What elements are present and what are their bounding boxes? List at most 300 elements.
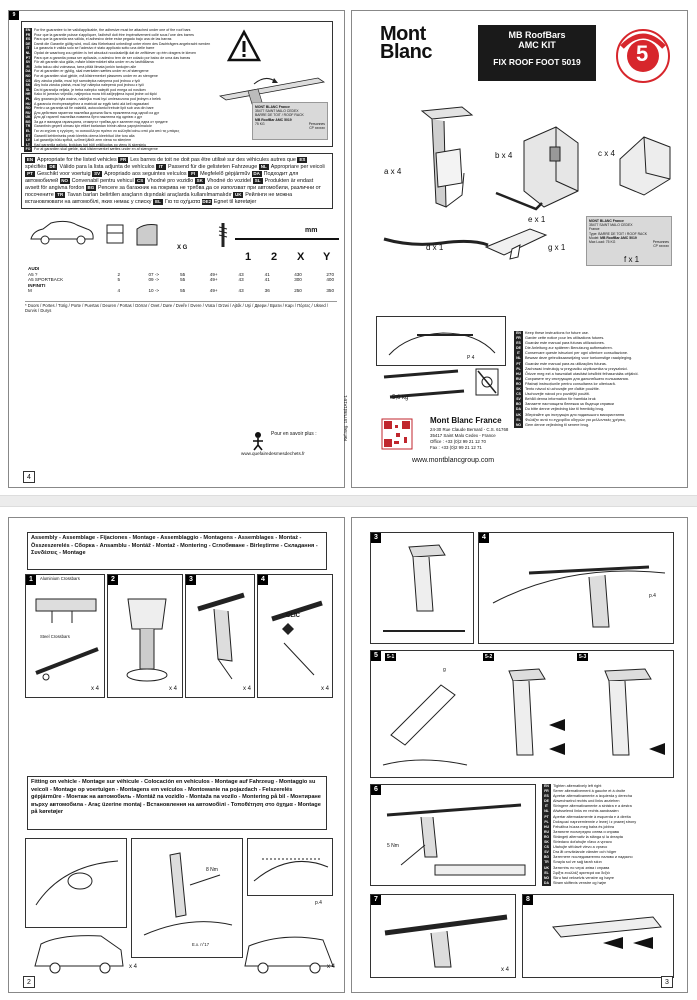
language-text: Για να ισχύσει η εγγύηση, το αυτοκόλλητο πρέπει να κολληθεί κάτω από μία από τις μπάρες <box>34 129 180 134</box>
language-code: ES <box>542 794 551 799</box>
language-code: CS <box>137 178 144 183</box>
language-code: ET <box>25 133 31 138</box>
car-sedan-icon <box>27 219 97 247</box>
language-text: Для действия гарантии наклейка должна быть приклеена под одной из дуг <box>34 110 160 115</box>
language-code: EL <box>514 418 523 423</box>
part-b-label: b x 4 <box>495 151 513 160</box>
language-text: Geschikt voor voertuig <box>37 171 91 177</box>
language-code: TR <box>57 192 64 197</box>
language-code: PL <box>542 820 551 825</box>
language-code: ES <box>514 341 523 346</box>
step-number: 8 <box>523 895 533 905</box>
language-text: Kad garantija galiotų, lipdukas turi būti priklijuotas po vienu iš skersinių <box>34 142 147 147</box>
language-code: UK <box>542 866 551 871</box>
language-text: Aby gwarancja była ważna, naklejka musi być umieszczona pod jednym z belek <box>34 96 161 101</box>
language-text: Strângeți alternativ la stânga și la dreapta <box>553 834 623 839</box>
page-corner-badge: 9 <box>9 11 19 20</box>
language-code: BG <box>25 119 31 124</box>
language-code: DE <box>25 41 31 46</box>
language-text: Pour que la garantie puisse s'appliquer, l'adhésif doit être impérativement collé sous l'une des barres <box>34 32 194 37</box>
language-code: RO <box>25 106 31 111</box>
language-code: DE2 <box>202 199 212 204</box>
language-text: Jotta takuu olisi voimassa, tarra pitää liimata jonkin tankojen alle <box>34 64 137 69</box>
language-text: A garancia érvényességéhez a matricát az egyik tartó alá kell ragasztani <box>34 101 150 106</box>
language-text: Da bi garancija veljala, je treba nalepko nalepiti pod enega od nosilcev <box>34 87 147 92</box>
language-text: Guardar este manual para as utilizações futuras. <box>525 361 607 366</box>
language-text: Vhodné do vozidel <box>206 178 252 184</box>
language-text: For at garantien er gyldig, skal mærkaten sættes under en af stængerne <box>34 69 149 74</box>
language-code: BG <box>87 185 95 190</box>
language-code: CS <box>25 78 31 83</box>
language-text: Őrizze meg ezt a használati utasítást későbbi felhasználás céljából. <box>525 371 639 376</box>
substep-5-3: 5-3 <box>579 654 587 660</box>
language-text: Para que la garantía sea válida, el adhesivo debe estar pegado bajo una de las barras <box>34 37 172 42</box>
step-number: 1 <box>26 575 36 585</box>
language-text: Pencere за багажник на покрива не трябва да се използват при автомобили, различни от посочените <box>25 185 321 198</box>
language-code: IT <box>542 804 551 809</box>
part-g-label: g x 1 <box>548 243 566 252</box>
part-a-bracket <box>402 103 482 213</box>
page-number: 2 <box>23 976 35 988</box>
language-code: SV <box>542 850 551 855</box>
language-code: DE <box>49 164 56 169</box>
col-header-2: 2 <box>271 251 278 263</box>
language-code: SV <box>94 171 101 176</box>
keep-instructions-list <box>514 331 682 428</box>
table-cell-b: 41 <box>264 271 270 277</box>
brand-logo: Mont Blanc <box>380 23 432 63</box>
part-e-label: e x 1 <box>528 215 546 224</box>
language-text: Σφίξτε εναλλάξ αριστερά και δεξιά <box>553 870 610 875</box>
table-cell-load: 55 <box>180 288 186 293</box>
table-cell-doors: 2 <box>117 271 121 277</box>
steel-label: Steel Crossbars <box>40 634 70 639</box>
step1-multiplier: x 4 <box>91 686 100 692</box>
language-code: DA <box>253 171 260 176</box>
part-f-label-plate: MONT BLANC France 35477 SAINT MALO CEDEX France Type: BARRE DE TOIT / ROOF RACK Model: MB RoofBar AMC 5019 Max Load: 75 KG Personnes CP xxxxxx <box>586 216 672 266</box>
language-code: CS <box>542 845 551 850</box>
language-text: Kako bi jamstvo vrijedilo, naljepnica mora biti zalijepljena ispod jedne od šipki <box>34 92 157 97</box>
language-text: Die Anleitung zur späteren Benutzung aufbewahren. <box>525 346 613 351</box>
language-text: Подходит для автомобилей <box>25 171 299 184</box>
language-text: Passend für die gelisteten Fahrzeuge <box>167 164 258 170</box>
language-code: EL <box>25 129 31 134</box>
company-name: Mont Blanc France <box>430 416 502 425</box>
warranty-warning-box <box>21 21 333 152</box>
language-code: RO <box>543 834 550 839</box>
language-line <box>514 423 682 428</box>
col-header-x: X <box>297 251 305 263</box>
fitting-step-torque <box>131 838 243 958</box>
table-cell-year: 10 -> <box>148 288 160 293</box>
language-code: ES <box>25 37 31 42</box>
table-cell-a: 43 <box>238 271 244 277</box>
assembly-step-2 <box>107 574 183 698</box>
language-text: Stringere alternativamente a sinistra e a destra <box>553 804 632 809</box>
language-code: RU <box>25 110 31 115</box>
substep-5-1: 5-1 <box>387 654 395 660</box>
assembly-step-4 <box>257 574 333 698</box>
language-text: Striedavo doťahujte vľavo a vpravo <box>553 840 612 845</box>
language-code: IT <box>24 46 32 51</box>
language-text: Produkten är endast avsett för angivna fordon <box>25 178 314 191</box>
page-number: 3 <box>661 976 673 988</box>
fitting-multiplier-1: x 4 <box>129 964 138 970</box>
table-cell-y: 270 <box>326 271 334 277</box>
language-text: Vhodné pro vozidlo <box>147 178 194 184</box>
table-cell-make: INFINITI <box>28 282 46 288</box>
language-line <box>24 147 214 152</box>
language-text: Megfelelő gépjárműv <box>200 171 251 177</box>
language-code: FR <box>25 32 31 37</box>
language-text: Pentru ca garanția să fie valabilă, autocolantul trebuie lipit sub una din bare <box>34 106 154 111</box>
table-cell-load: 55 <box>180 271 186 277</box>
step-4-position <box>478 532 674 644</box>
company-phone: Office : +33 (0)2 99 21 12 70 <box>430 439 486 444</box>
language-code: RU <box>514 377 523 382</box>
company-address-2: 35417 Saint Malo Cedex - France <box>430 433 496 438</box>
language-code: LV <box>25 138 31 143</box>
part-c-cover <box>614 129 676 201</box>
fitting-step-wipe <box>25 838 127 928</box>
recycle-url[interactable]: www.quefairedesmesdechets.fr <box>241 451 305 456</box>
language-text: Затяните поочередно слева и справа <box>553 829 619 834</box>
language-text: Felváltva húzza meg balra és jobbra <box>553 824 614 829</box>
table-cell-make: AUDI <box>28 266 40 271</box>
step-5-cover <box>370 650 674 778</box>
language-text: Dokręcać naprzemiennie z lewej i z prawej strony <box>553 819 637 824</box>
part-g-end-cap <box>482 225 552 261</box>
table-cell-doors: 5 <box>117 277 121 282</box>
five-year-number: 5 <box>636 41 649 66</box>
door-count-icon <box>105 223 125 245</box>
language-code: DE <box>542 799 551 804</box>
company-address-1: 24-30 Rue Claude Bernard - C.S. 61768 <box>430 427 509 432</box>
doors-footnote: * Doors / Portes / Türig / Porte / Puertas / Deuren / Portas / Dörrar / Ovet / Døre / Dveře / Dvere / Vrata / Drzwi / Ajtók / Uşi / Двери / Врати / Kapı / Πόρτες / Uksed / Durvis / Durys <box>25 301 337 314</box>
language-text: Lai garantija būtu spēkā, uzlīmei jābūt zem viena no stieņiem <box>34 138 132 143</box>
language-text: Válido para la lista adjunta de vehículos <box>59 164 155 170</box>
step-6-tighten <box>370 784 536 886</box>
language-code: BG <box>543 855 550 860</box>
language-code: FI <box>24 65 32 70</box>
p4-reference: p.4 <box>315 900 322 906</box>
language-text: Opdat de waarborg zou gelden is het absoluut noodzakelijk dat de zelfklever op één dragers te kleven <box>34 50 197 55</box>
language-code: ES <box>299 157 306 162</box>
language-text: spécifiés <box>25 164 46 170</box>
table-cell-make: A5 ? <box>28 271 38 277</box>
step3-multiplier: x 4 <box>243 686 252 692</box>
language-text: Guardar este manual para futuras utilizaciones. <box>525 341 605 346</box>
language-code: EN <box>542 784 551 789</box>
step-3-clamp <box>370 532 474 644</box>
language-text: Garder cette notice pour les utilisations futures. <box>525 336 605 341</box>
language-text: Abwechselnd rechts und links anziehen <box>553 799 620 804</box>
table-cell-b: 41 <box>264 277 270 282</box>
language-code: TR <box>25 124 31 129</box>
language-text: Garantii kehtimiseks peab kleebis olema kleebitud ühe toru alla <box>34 133 135 138</box>
language-code: DA <box>514 407 523 412</box>
language-text: Apropriado aos seguintes veículos <box>104 171 187 177</box>
language-code: PL <box>514 367 523 372</box>
language-text: Zachować instrukcję w przypadku użytkownika w przyszłości. <box>525 366 628 371</box>
step-number: 6 <box>371 785 381 795</box>
language-code: SL <box>25 87 31 92</box>
part-f-label: f x 1 <box>624 255 640 264</box>
language-text: Tighten alternatively left right <box>553 784 602 788</box>
recycle-triman-icon <box>247 429 269 451</box>
language-code: EN <box>26 157 34 162</box>
col-header-y: Y <box>323 251 331 263</box>
page-3 <box>351 517 688 993</box>
language-code: PT <box>542 815 551 820</box>
language-text: Behåll denna information för framtida bruk <box>525 397 596 402</box>
language-code: NO <box>61 178 68 183</box>
language-text: Рейлінги не можна встановлювати на автомобілі, яких немає у списку <box>25 192 293 205</box>
language-code: CS <box>514 392 523 397</box>
language-text: Apretar alternativamente a izquierda y derecha <box>553 794 632 799</box>
language-code: FI <box>188 171 198 177</box>
language-code: DE <box>514 346 523 351</box>
vehicle-table <box>25 266 337 294</box>
language-code: NL <box>25 50 31 55</box>
language-text: За да е валидна гаранцията, стикерът трябва да е залепен под една от гредите <box>34 119 168 124</box>
roof-load-diagram <box>376 316 506 366</box>
g-part-label: g <box>443 667 446 673</box>
roof-bar-illustration <box>218 66 328 106</box>
recycle-text: Pour en savoir plus : <box>271 431 317 437</box>
step-7-end-cap <box>370 894 516 978</box>
sheet-divider <box>0 495 697 507</box>
roof-profile-icon <box>133 221 161 247</box>
language-code: SK <box>196 178 203 183</box>
table-cell-x1: 49+ <box>209 277 218 282</box>
language-text: Damit die Garantie gültig wird, muß das Klebeband unbedingt unter einen des Dachträgers angebracht werden <box>34 41 211 46</box>
screw-tool-icon <box>217 221 229 249</box>
language-text: Appropriate for the listed vehicles <box>37 157 117 163</box>
product-label-sticker: MONT BLANC France 35477 SAINT MALO CEDEX BARRE DE TOIT / ROOF RACK MB RoofBar AMC 5019 75 KG Personnes CP xxxxxx <box>252 102 328 140</box>
language-text: Зберігайте цю інструкцію для подальшого використання <box>525 412 625 417</box>
language-text: Tento návod si uchovajte pre ďalšie použitie. <box>525 387 600 392</box>
language-code: RU <box>542 830 551 835</box>
language-text: Afwisselend links en rechts aandraaien <box>553 809 619 814</box>
part-a-label: a x 4 <box>384 167 402 176</box>
assembly-title: Assembly - Assemblage - Fijaciones - Montage - Assemblaggio - Montagens - Assemblages - Montaż - Összeszerelés - Сборка - Ansamblu - Montáž - Montaž - Montering - Сглобяване - Birleştirme - Складання - Συνδέσεις - Montage <box>27 532 327 570</box>
torque-value: 5 Nm <box>387 843 399 849</box>
warning-triangle-icon <box>227 30 261 62</box>
max-load-column-header: X G <box>177 245 188 251</box>
language-code: SK <box>514 387 523 392</box>
language-text: Dra åt omväxlande vänster och höger <box>553 850 617 855</box>
language-text: Aby záruka platila, musí být samolepka nalepena pod jednou z tyčí <box>34 78 141 83</box>
language-text: Tavan barları belirtilen araçların dışındaki araçlarda kullanılmamalıdır <box>67 192 232 198</box>
dimension-scale-icon <box>235 236 339 242</box>
language-text: Sırayla sol ve sağ tarafı sıkın <box>553 860 602 865</box>
vehicle-compatibility-text <box>21 153 333 209</box>
page-5 <box>343 10 688 488</box>
page-4 <box>8 10 345 488</box>
language-code: FR <box>514 336 523 341</box>
language-text: För att garantin ska gälla, måste klistermärket sitta under en av lasthållarna <box>34 60 154 65</box>
aluminium-label: Aluminium Crossbars <box>40 576 80 581</box>
language-code: SV <box>514 397 523 402</box>
language-code: SK <box>25 83 31 88</box>
language-text: Apertar alternadamente à esquerda e à direita <box>553 814 631 819</box>
language-code: EL <box>153 199 163 205</box>
language-code: FR <box>542 789 551 794</box>
step-number: 3 <box>186 575 196 585</box>
language-code: HU <box>514 372 523 377</box>
language-text: Utahujte střídavě vlevo a vpravo <box>553 845 608 850</box>
table-cell-doors: 4 <box>117 288 121 293</box>
page-number: 4 <box>23 471 35 483</box>
language-text: For at garantien skal gælde, skal klistermærket sættes under en af stængerne <box>34 147 158 152</box>
sheet-bottom <box>0 507 697 1000</box>
language-text: Сохраните эту инструкцию для дальнейшего пользования. <box>525 376 629 381</box>
table-cell-b: 36 <box>264 288 270 293</box>
language-code: RO <box>515 381 522 386</box>
language-code: PL <box>25 96 31 101</box>
car-van-front-right <box>243 930 337 974</box>
clic-label: CLIC <box>286 613 300 619</box>
language-text: Appropriare per veicoli <box>270 164 325 170</box>
language-code: HR <box>25 92 31 97</box>
table-cell-load: 55 <box>180 277 186 282</box>
language-code: SL <box>253 178 263 184</box>
step-number: 7 <box>371 895 381 905</box>
language-text: Skru fast vekselvis venstre og høyre <box>553 875 614 880</box>
language-code: NL <box>260 164 267 169</box>
language-text: Egnet til køretøjer <box>213 199 257 205</box>
table-cell-year: 07 -> <box>148 271 160 277</box>
company-fax: Fax : +33 (0)2 99 21 12 71 <box>430 445 482 450</box>
qr-code[interactable] <box>382 419 412 449</box>
language-text: Φυλάξτε αυτό το εγχειρίδιο οδηγιών για μελλοντικές χρήσεις. <box>525 417 627 422</box>
language-code: PT <box>25 171 35 177</box>
language-code: HU <box>25 101 31 106</box>
p4-reference: P 4 <box>467 355 475 361</box>
language-text: Conservare queste istruzioni per ogni ulteriore consultazione. <box>525 351 628 356</box>
language-code: TR <box>542 860 551 865</box>
roof-bars-pair-icon <box>380 367 466 411</box>
part-d-label: d x 1 <box>426 243 444 252</box>
language-text: Para que a garantia possa ser aplicada, o adesivo tem de ser colado por baixo de uma das barras <box>34 55 191 60</box>
language-code: IT <box>514 351 523 356</box>
language-text: For at garantien skal gjelde, må klistremerket plasseres under en av stengene <box>34 73 158 78</box>
language-code: PT <box>25 55 31 60</box>
col-header-1: 1 <box>245 251 252 263</box>
language-text: Aby bola záruka platná, musí byť nálepka nalepená pod jednou z tyčí <box>34 83 145 88</box>
language-code: EN <box>25 28 31 32</box>
language-code: NO <box>515 422 522 427</box>
table-cell-x1: 49+ <box>209 271 218 277</box>
language-text: Stram skiftevis venstre og højre <box>553 880 607 885</box>
language-text: Les barres de toit ne doit pas être utilisé sur des véhicules autres que <box>130 157 296 163</box>
part-c-label: c x 4 <box>598 149 615 158</box>
language-code: DA <box>25 69 31 74</box>
language-code: UK <box>235 192 242 197</box>
language-text: La garanzia è valida solo se l'adesivo è stato applicato sotto una delle barre <box>34 46 155 51</box>
table-cell-x: 300 <box>294 277 302 282</box>
step-number: 4 <box>258 575 268 585</box>
language-text: Затягніть по черзі зліва і справа <box>553 865 610 870</box>
language-line <box>542 881 674 886</box>
table-row <box>25 288 337 294</box>
language-text: Запазете настоящата бележка за бъдещи справки <box>525 402 614 407</box>
language-code: NL <box>514 356 523 361</box>
kit-title-box: MB RoofBars AMC KIT FIX ROOF FOOT 5019 <box>478 25 596 81</box>
language-code: BG <box>515 402 522 407</box>
substep-5-2: 5-2 <box>485 654 493 660</box>
language-code: PT <box>514 362 523 367</box>
kit-weight: 5,6 kg <box>392 395 409 401</box>
assembly-step-1 <box>25 574 105 698</box>
step-number: 5 <box>371 651 381 661</box>
table-cell-make: M <box>28 288 32 293</box>
language-code: SV <box>25 60 31 65</box>
language-code: EN <box>514 331 523 336</box>
torque-value: 8 Nm <box>206 867 218 873</box>
no-car-wash-icon <box>474 367 500 397</box>
language-text: Păstrați instrucțiunile pentru consultarea lor ulterioară. <box>525 381 616 386</box>
p4-reference: p.4 <box>649 593 656 599</box>
sheet-top <box>0 0 697 495</box>
language-code: DA <box>542 881 551 886</box>
example-reference: E.x. n°17 <box>192 942 210 947</box>
document-reference: Ref.nwg: 157N6d1A16-1 <box>343 395 348 441</box>
table-cell-y: 350 <box>326 288 334 293</box>
language-text: For the guarantee to be valid/applicable, the adhesive must be attached under one of the roof bars <box>34 28 191 32</box>
company-website[interactable]: www.montblancgroup.com <box>412 457 495 464</box>
language-code: UK <box>25 115 31 120</box>
language-code: EL <box>542 871 551 876</box>
language-code: SK <box>542 840 551 845</box>
step7-multiplier: x 4 <box>501 967 510 973</box>
fitting-multiplier-2: x 4 <box>327 964 336 970</box>
table-cell-make: A5 SPORTBACK <box>28 277 64 282</box>
language-text: Convenabil pentru vehicul <box>71 178 134 184</box>
language-text: Затегнете последователно наляво и надясно <box>553 855 633 860</box>
language-code: FR <box>120 157 127 162</box>
step2-multiplier: x 4 <box>169 686 178 692</box>
language-text: Για τα οχήματα <box>164 199 201 205</box>
mm-unit-label: mm <box>305 227 318 234</box>
language-text: Bewaar deze gebruiksaanwijzing voor toekomstige raadpleging. <box>525 356 633 361</box>
page-2 <box>8 517 345 993</box>
table-cell-x: 250 <box>294 288 302 293</box>
language-text: Uschovejte návod pro pozdější použití. <box>525 392 591 397</box>
language-text: Для дії гарантії наклейка повинна бути наклеєна під однією з дуг <box>34 115 143 120</box>
table-cell-y: 400 <box>326 277 334 282</box>
table-cell-a: 43 <box>238 288 244 293</box>
language-code: NO <box>543 875 550 880</box>
language-code: HU <box>542 825 551 830</box>
language-text: Gem denne vejledning til senere brug. <box>525 422 590 427</box>
step-number: 3 <box>371 533 381 543</box>
language-code: NO <box>25 73 31 78</box>
language-text: Serrer alternativement à gauche et à droite <box>553 789 626 794</box>
part-e-hex-key <box>492 189 546 215</box>
table-cell-a: 43 <box>238 277 244 282</box>
fitting-step-measure <box>247 838 333 896</box>
table-cell-x: 430 <box>294 271 302 277</box>
language-text: Garantinin geçerli olması için etiket barlardan birinin altına yapıştırılmalıdır <box>34 124 152 129</box>
language-text: Keep these instructions for future use. <box>525 331 589 335</box>
language-text: Du bitte denne vejledning klar til fremtidig brug. <box>525 407 605 412</box>
tighten-instructions-list <box>542 784 674 886</box>
fitting-title: Fitting on vehicle - Montage sur véhicule - Colocación en vehículos - Montage auf Fahrzeug - Montaggio su veicoli - Montage op voertuigen - Montagens em veículos - Montowanie na pojazdach - Felszerelés gépjárműre - Монтаж на автомобиль - Montáž na vozidlo - Montaža na vozilo - Montering på bil - Монтиране върху автомобила - Araç üzerine montaj - Встановлення на автомобілі - Τοποθέτηση στο όχημα - Montage på køretøjer <box>27 776 327 830</box>
language-code: UK <box>514 413 523 418</box>
table-cell-year: 09 -> <box>148 277 160 282</box>
